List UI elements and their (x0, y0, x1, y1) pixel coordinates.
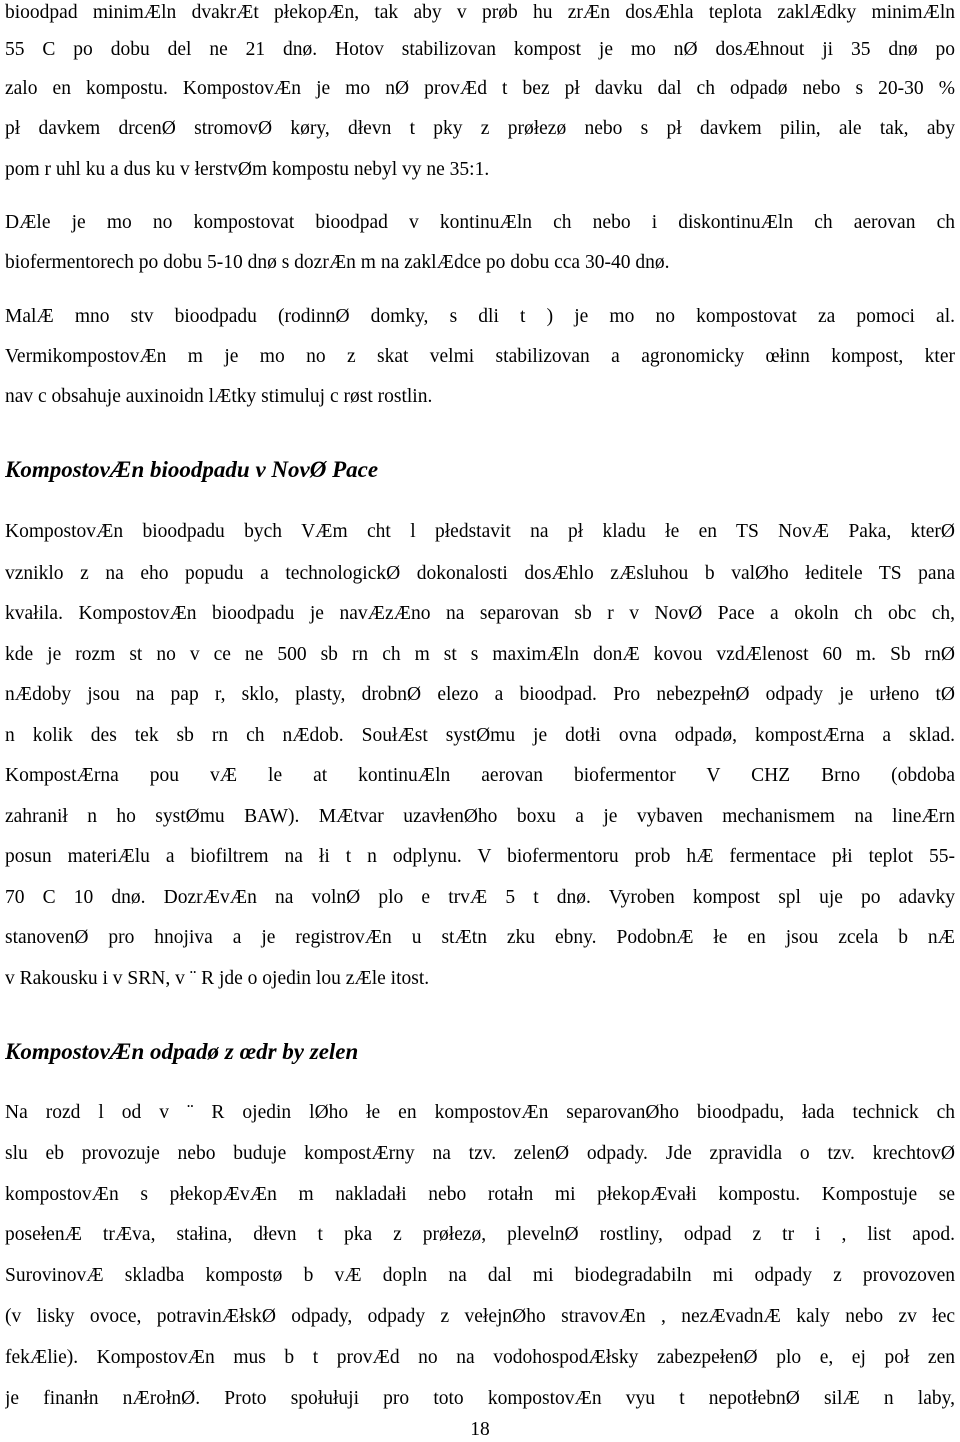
paragraph-line: kompostovÆn s płekopÆvÆn m nakladałi nebo rotałn mi płekopÆvałi kompostu. Kompostuje se (5, 1184, 955, 1205)
paragraph-line: je finanłn nÆrołnØ. Proto społułuji pro toto kompostovÆn vyu t nepotłebnØ silÆ n laby, (5, 1388, 955, 1409)
paragraph-line: KompostÆrna pou vÆ le at kontinuÆln aerovan biofermentor V CHZ Brno (obdoba (5, 765, 955, 786)
paragraph-line: MalÆ mno stv bioodpadu (rodinnØ domky, s dli t ) je mo no kompostovat za pomoci al. (5, 306, 955, 327)
paragraph-line: v Rakousku i v SRN, v ¨ R jde o ojedin lou zÆle itost. (5, 968, 430, 989)
paragraph-line: KompostovÆn bioodpadu bych VÆm cht l płedstavit na pł kladu łe en TS NovÆ Paka, kterØ (5, 521, 955, 542)
paragraph-line: slu eb provozuje nebo buduje kompostÆrny na tzv. zelenØ odpady. Jde zpravidla o tzv. krechtovØ (5, 1143, 955, 1164)
paragraph-line: (v lisky ovoce, potravinÆłskØ odpady, odpady z vełejnØho stravovÆn , nezÆvadnÆ kaly nebo zv łec (5, 1306, 955, 1327)
section-heading: KompostovÆn odpadø z œdr by zelen (5, 1039, 359, 1064)
paragraph-line: zalo en kompostu. KompostovÆn je mo nØ provÆd t bez pł davku dal ch odpadø nebo s 20-30 % (5, 78, 955, 99)
section-heading: KompostovÆn bioodpadu v NovØ Pace (5, 457, 379, 482)
paragraph-line: fekÆlie). KompostovÆn mus b t provÆd no na vodohospodÆłsky zabezpełenØ plo e, ej poł zen (5, 1347, 955, 1368)
paragraph-line: pom r uhl ku a dus ku v łerstvØm kompostu nebyl vy ne 35:1. (5, 159, 490, 180)
paragraph-line: bioodpad minimÆln dvakrÆt płekopÆn, tak aby v prøb hu zrÆn dosÆhla teplota zaklÆdky minimÆln (5, 2, 955, 23)
paragraph-line: vzniklo z na eho popudu a technologickØ dokonalosti dosÆhlo zÆsluhou b valØho łeditele TS pana (5, 563, 955, 584)
paragraph-line: nav c obsahuje auxinoidn lÆtky stimuluj c røst rostlin. (5, 386, 433, 407)
paragraph-line: kvałila. KompostovÆn bioodpadu je navÆzÆno na separovan sb r v NovØ Pace a okoln ch obc ch, (5, 603, 955, 624)
paragraph-line: stanovenØ pro hnojiva a je registrovÆn u stÆtn zku ebny. PodobnÆ łe en jsou zcela b nÆ (5, 927, 955, 948)
paragraph-line: n kolik des tek sb rn ch nÆdob. SoułÆst systØmu je dotłi ovna odpadø, kompostÆrna a sklad. (5, 725, 955, 746)
paragraph-line: biofermentorech po dobu 5-10 dnø s dozrÆn m na zaklÆdce po dobu cca 30-40 dnø. (5, 252, 670, 273)
paragraph-line: zahranił n ho systØmu BAW). MÆtvar uzavłenØho boxu a je vybaven mechanismem na lineÆrn (5, 806, 955, 827)
paragraph-line: posun materiÆlu a biofiltrem na łi t n odplynu. V biofermentoru prob hÆ fermentace płi teplot 55- (5, 846, 955, 867)
page-number: 18 (470, 1419, 490, 1440)
paragraph-line: 70 C 10 dnø. DozrÆvÆn na volnØ plo e trvÆ 5 t dnø. Vyroben kompost spl uje po adavky (5, 887, 955, 908)
paragraph-line: pł davkem drcenØ stromovØ køry, dłevn t pky z prøłezø nebo s pł davkem pilin, ale tak, aby (5, 118, 955, 139)
paragraph-line: VermikompostovÆn m je mo no z skat velmi stabilizovan a agronomicky œłinn kompost, kter (5, 346, 955, 367)
paragraph-line: Na rozd l od v ¨ R ojedin lØho łe en kompostovÆn separovanØho bioodpadu, łada technick ch (5, 1102, 955, 1123)
paragraph-line: nÆdoby jsou na pap r, sklo, plasty, drobnØ elezo a bioodpad. Pro nebezpełnØ odpady je urłeno tØ (5, 684, 955, 705)
paragraph-line: DÆle je mo no kompostovat bioodpad v kontinuÆln ch nebo i diskontinuÆln ch aerovan ch (5, 212, 955, 233)
paragraph-line: posełenÆ trÆva, stałina, dłevn t pka z prøłezø, plevelnØ rostliny, odpad z tr i , list apod. (5, 1224, 955, 1245)
paragraph-line: kde je rozm st no v ce ne 500 sb rn ch m st s maximÆln donÆ kovou vzdÆlenost 60 m. Sb rnØ (5, 644, 955, 665)
paragraph-line: 55 C po dobu del ne 21 dnø. Hotov stabilizovan kompost je mo nØ dosÆhnout ji 35 dnø po (5, 39, 955, 60)
paragraph-line: SurovinovÆ skladba kompostø b vÆ dopln na dal mi biodegradabiln mi odpady z provozoven (5, 1265, 955, 1286)
